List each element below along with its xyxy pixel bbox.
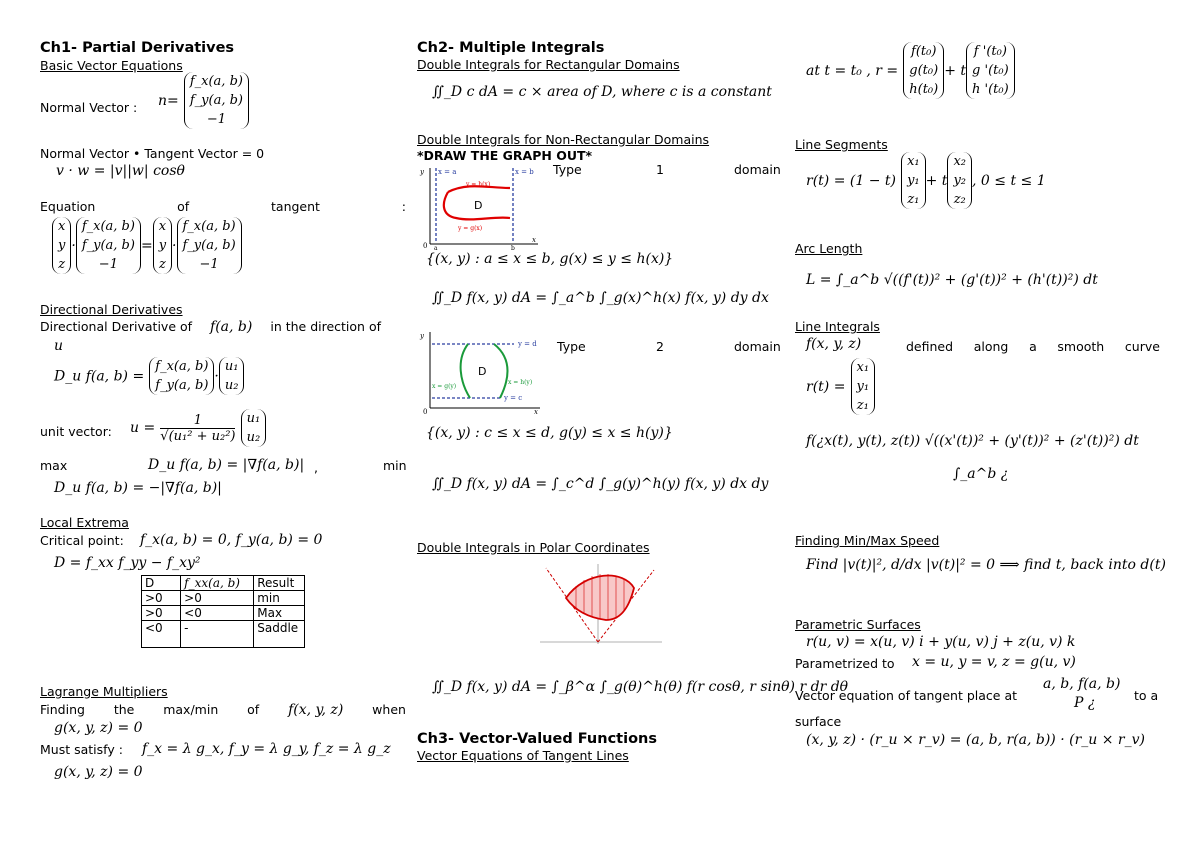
n-eq: n= bbox=[158, 93, 179, 109]
cell: x₂ bbox=[953, 154, 966, 169]
curve-label: y = h(x) bbox=[466, 181, 491, 188]
type1-integral: ∬_D f(x, y) dA = ∫_a^b ∫_g(x)^h(x) f(x, y) dy dx bbox=[432, 290, 769, 306]
table-row bbox=[142, 621, 305, 648]
origin-label: 0 bbox=[423, 408, 428, 416]
word: a bbox=[1029, 339, 1037, 354]
numerator: 1 bbox=[160, 413, 235, 429]
tangent-plane-equation: (x, y, z) · (r_u × r_v) = (a, b, r(a, b)) · (r_u × r_v) bbox=[806, 732, 1145, 748]
cell: g '(t₀) bbox=[972, 63, 1009, 78]
speed-formula: Find |v(t)|², d/dx |v(t)|² = 0 ⟹ find t, back into d(t) bbox=[806, 557, 1166, 573]
directional-heading: Directional Derivatives bbox=[40, 302, 183, 317]
normal-vector-matrix bbox=[184, 72, 249, 129]
table-header-row bbox=[142, 576, 305, 591]
line-label: y = c bbox=[504, 394, 523, 402]
region-label: D bbox=[474, 199, 483, 212]
ch2-title: Ch2- Multiple Integrals bbox=[417, 40, 605, 56]
curve-label: y = g(x) bbox=[458, 225, 483, 232]
word: defined bbox=[906, 339, 954, 354]
polar-integral: ∬_D f(x, y) dA = ∫_β^α ∫_g(θ)^h(θ) f(r cosθ, r sinθ) r dr dθ bbox=[432, 679, 849, 695]
r0-vector bbox=[903, 42, 944, 99]
table-header-cell: Result bbox=[254, 576, 305, 591]
line-label: x = b bbox=[515, 168, 534, 176]
cell: h(t₀) bbox=[909, 82, 939, 97]
word: when bbox=[372, 702, 406, 717]
discriminant-formula: D = f_xx f_yy − f_xy² bbox=[54, 555, 201, 571]
text: Directional Derivative of bbox=[40, 319, 193, 334]
f-ab: f(a, b) bbox=[210, 319, 253, 335]
table-row bbox=[142, 591, 305, 606]
region-label: D bbox=[478, 365, 487, 378]
parametrized-equation: x = u, y = v, z = g(u, v) bbox=[912, 654, 1076, 670]
normal-row-2: f_y(a, b) bbox=[189, 93, 243, 108]
tangent-equation-formula: x y z · f_x(a, b) f_y(a, b) −1 = x y z · f_x(a, b) f_y(a, b) −1 bbox=[52, 217, 242, 274]
table-cell: <0 bbox=[181, 606, 254, 621]
cell: f(t₀) bbox=[911, 44, 937, 59]
cell: y₁ bbox=[856, 379, 870, 394]
u-matrix-2 bbox=[241, 409, 267, 447]
normal-vector-label: Normal Vector : bbox=[40, 100, 138, 115]
critical-point-label: Critical point: bbox=[40, 533, 124, 548]
table-cell: >0 bbox=[142, 591, 181, 606]
u-eq: u = bbox=[130, 420, 156, 436]
parametrized-label: Parametrized to bbox=[795, 656, 895, 671]
nonrect-heading: Double Integrals for Non-Rectangular Domains bbox=[417, 132, 710, 147]
type2-label: Type bbox=[557, 339, 586, 354]
word: smooth bbox=[1057, 339, 1105, 354]
dot-product-formula: v · w = |v||w| cosθ bbox=[56, 163, 185, 179]
line-label: y = d bbox=[518, 340, 537, 348]
axis-label: x bbox=[534, 408, 538, 416]
xyz-vector bbox=[52, 217, 71, 274]
cell: z bbox=[58, 257, 66, 272]
table-cell: - bbox=[181, 621, 254, 648]
cell: f_y(a, b) bbox=[182, 238, 236, 253]
arc-length-formula: L = ∫_a^b √((f'(t))² + (g'(t))² + (h'(t))²) dt bbox=[806, 272, 1098, 288]
max-label: max bbox=[40, 458, 68, 473]
type2-integral: ∬_D f(x, y) dA = ∫_c^d ∫_g(y)^h(y) f(x, y) dx dy bbox=[432, 476, 769, 492]
table-cell: >0 bbox=[181, 591, 254, 606]
polar-heading: Double Integrals in Polar Coordinates bbox=[417, 540, 650, 555]
u-matrix bbox=[219, 357, 245, 395]
type1-region-figure bbox=[418, 166, 540, 250]
normal-vector-formula bbox=[158, 72, 249, 129]
lagrange-conditions: f_x = λ g_x, f_y = λ g_y, f_z = λ g_z bbox=[142, 741, 391, 757]
table-cell: Max bbox=[254, 606, 305, 621]
axis-label: y bbox=[420, 332, 424, 340]
cell: −1 bbox=[199, 257, 219, 272]
table-cell: Saddle bbox=[254, 621, 305, 648]
tangent-line-formula bbox=[806, 42, 1015, 99]
ch1-title: Ch1- Partial Derivatives bbox=[40, 40, 235, 56]
line-segment-formula: r(t) = (1 − t) x₁ y₁ z₁ + t x₂ y₂ z₂ , 0 ≤ t ≤ 1 bbox=[806, 154, 1046, 207]
word: tangent bbox=[271, 199, 320, 214]
ch3-title: Ch3- Vector-Valued Functions bbox=[417, 731, 657, 747]
directional-line-1 bbox=[40, 319, 381, 335]
denominator: √(u₁² + u₂²) bbox=[160, 428, 236, 444]
extrema-table bbox=[141, 575, 305, 648]
tangent-lines-heading: Vector Equations of Tangent Lines bbox=[417, 748, 629, 763]
normal-dot-tangent: Normal Vector • Tangent Vector = 0 bbox=[40, 146, 265, 161]
text: at t = t₀ , r = bbox=[806, 63, 899, 79]
lagrange-heading: Lagrange Multipliers bbox=[40, 684, 168, 699]
surface-equation: r(u, v) = x(u, v) i + y(u, v) j + z(u, v) k bbox=[806, 634, 1076, 650]
cell: z₁ bbox=[856, 398, 869, 413]
cell: f '(t₀) bbox=[973, 44, 1007, 59]
line-segments-heading: Line Segments bbox=[795, 137, 888, 152]
word: Equation bbox=[40, 199, 96, 214]
min-formula: D_u f(a, b) = −|∇f(a, b)| bbox=[54, 480, 222, 496]
line-integral-f: f(x, y, z) bbox=[806, 336, 862, 352]
cell: y₂ bbox=[953, 173, 966, 188]
cell: x₁ bbox=[856, 360, 870, 375]
normal-row-3: −1 bbox=[206, 112, 226, 127]
tangent-plane-point: a, b, f(a, b) bbox=[1043, 676, 1121, 692]
type2-number: 2 bbox=[656, 339, 664, 354]
cell: y bbox=[58, 238, 66, 253]
min-max-speed-heading: Finding Min/Max Speed bbox=[795, 533, 940, 548]
normal-row-1: f_x(a, b) bbox=[189, 74, 243, 89]
surface-word: surface bbox=[795, 714, 842, 729]
cell: u₁ bbox=[246, 411, 261, 426]
curve-label: x = h(y) bbox=[508, 379, 533, 386]
cell: z₂ bbox=[953, 192, 966, 207]
line-integrals-heading: Line Integrals bbox=[795, 319, 880, 334]
type2-set: {(x, y) : c ≤ x ≤ d, g(y) ≤ x ≤ h(y)} bbox=[426, 425, 673, 441]
parametric-surfaces-heading: Parametric Surfaces bbox=[795, 617, 921, 632]
table-cell: <0 bbox=[142, 621, 181, 648]
rect-heading: Double Integrals for Rectangular Domains bbox=[417, 57, 680, 72]
plus-t: + t bbox=[944, 63, 967, 79]
unit-vector-label: unit vector: bbox=[40, 424, 112, 439]
cell: x₁ bbox=[907, 154, 920, 169]
text: r(t) = (1 − t) bbox=[806, 173, 896, 189]
derivative-vector bbox=[966, 42, 1015, 99]
table-header-cell: D bbox=[142, 576, 181, 591]
polar-region-figure bbox=[536, 562, 664, 646]
basic-vector-heading: Basic Vector Equations bbox=[40, 58, 183, 73]
type2-region-figure bbox=[418, 330, 542, 416]
comma: , bbox=[314, 460, 318, 475]
origin-label: 0 bbox=[423, 242, 428, 250]
critical-point-formula: f_x(a, b) = 0, f_y(a, b) = 0 bbox=[140, 532, 323, 548]
word: of bbox=[247, 702, 260, 717]
direction-u: u bbox=[54, 338, 64, 354]
must-satisfy-label: Must satisfy : bbox=[40, 742, 123, 757]
text: r(t) = bbox=[806, 379, 846, 395]
line-integral-words bbox=[906, 339, 1160, 354]
lagrange-line bbox=[40, 702, 406, 718]
point2-vector bbox=[947, 152, 972, 209]
cell: u₁ bbox=[224, 359, 239, 374]
curve-label: x = g(y) bbox=[432, 383, 457, 390]
tangent-plane-p: P ¿ bbox=[1074, 695, 1096, 711]
type2-domain-word: domain bbox=[734, 339, 781, 354]
cell: f_y(a, b) bbox=[81, 238, 135, 253]
cell: g(t₀) bbox=[909, 63, 939, 78]
type1-set: {(x, y) : a ≤ x ≤ b, g(x) ≤ y ≤ h(x)} bbox=[426, 251, 674, 267]
max-formula: D_u f(a, b) = |∇f(a, b)| bbox=[148, 457, 305, 473]
tangent-plane-label: Vector equation of tangent place at bbox=[795, 688, 1018, 703]
line-integral-r bbox=[806, 358, 875, 415]
cell: −1 bbox=[98, 257, 118, 272]
cell: f_x(a, b) bbox=[182, 219, 236, 234]
line-integral-tail: ∫_a^b ¿ bbox=[953, 466, 1009, 482]
word: of bbox=[177, 199, 190, 214]
line-integral-formula: f(¿x(t), y(t), z(t)) √((x'(t))² + (y'(t))² + (z'(t))²) dt bbox=[806, 433, 1139, 449]
cell: h '(t₀) bbox=[972, 82, 1009, 97]
xyz-vector-2 bbox=[153, 217, 172, 274]
range: , 0 ≤ t ≤ 1 bbox=[972, 173, 1046, 189]
cell: z₁ bbox=[907, 192, 920, 207]
text: in the direction of bbox=[270, 319, 382, 334]
tick-label: b bbox=[511, 245, 515, 250]
word: along bbox=[973, 339, 1009, 354]
fxyz: f(x, y, z) bbox=[288, 702, 344, 718]
constraint-formula-2: g(x, y, z) = 0 bbox=[54, 764, 143, 780]
line-label: x = a bbox=[438, 168, 457, 176]
tick-label: a bbox=[434, 245, 438, 250]
rect-formula: ∬_D c dA = c × area of D, where c is a constant bbox=[432, 84, 772, 100]
type1-number: 1 bbox=[656, 162, 664, 177]
table-row bbox=[142, 606, 305, 621]
unit-vector-formula bbox=[130, 409, 266, 447]
word: the bbox=[113, 702, 135, 717]
local-extrema-heading: Local Extrema bbox=[40, 515, 129, 530]
cell: x bbox=[158, 219, 167, 234]
type1-domain-word: domain bbox=[734, 162, 781, 177]
arc-length-heading: Arc Length bbox=[795, 241, 863, 256]
directional-formula: D_u f(a, b) = f_x(a, b) f_y(a, b) · u₁ u₂ bbox=[54, 357, 244, 395]
table-header-cell: f_xx(a, b) bbox=[181, 576, 254, 591]
to-a-text: to a bbox=[1134, 688, 1159, 703]
cell: f_x(a, b) bbox=[81, 219, 135, 234]
word: max/min bbox=[163, 702, 219, 717]
point1-vector bbox=[901, 152, 926, 209]
table-cell: >0 bbox=[142, 606, 181, 621]
cell: y bbox=[158, 238, 167, 253]
cell: y₁ bbox=[907, 173, 920, 188]
du-eq: D_u f(a, b) = bbox=[54, 368, 145, 385]
axis-label: x bbox=[532, 236, 536, 244]
word: : bbox=[401, 199, 406, 214]
draw-graph-note: *DRAW THE GRAPH OUT* bbox=[417, 148, 593, 163]
r-vector bbox=[851, 358, 876, 415]
word: Finding bbox=[40, 702, 85, 717]
cell: x bbox=[58, 219, 66, 234]
cell: f_x(a, b) bbox=[155, 359, 209, 374]
equation-of-tangent-line bbox=[40, 199, 406, 214]
min-label: min bbox=[383, 458, 407, 473]
type1-label: Type bbox=[553, 162, 582, 177]
axis-label: y bbox=[420, 168, 424, 176]
constraint-formula: g(x, y, z) = 0 bbox=[54, 720, 143, 736]
cell: u₂ bbox=[224, 378, 239, 393]
cell: u₂ bbox=[246, 430, 261, 445]
word: curve bbox=[1124, 339, 1160, 354]
gradient-vector-1 bbox=[76, 217, 141, 274]
gradient-vector-2 bbox=[177, 217, 242, 274]
cell: f_y(a, b) bbox=[155, 378, 209, 393]
gradient-matrix bbox=[149, 357, 214, 395]
table-cell: min bbox=[254, 591, 305, 606]
cell: z bbox=[158, 257, 166, 272]
